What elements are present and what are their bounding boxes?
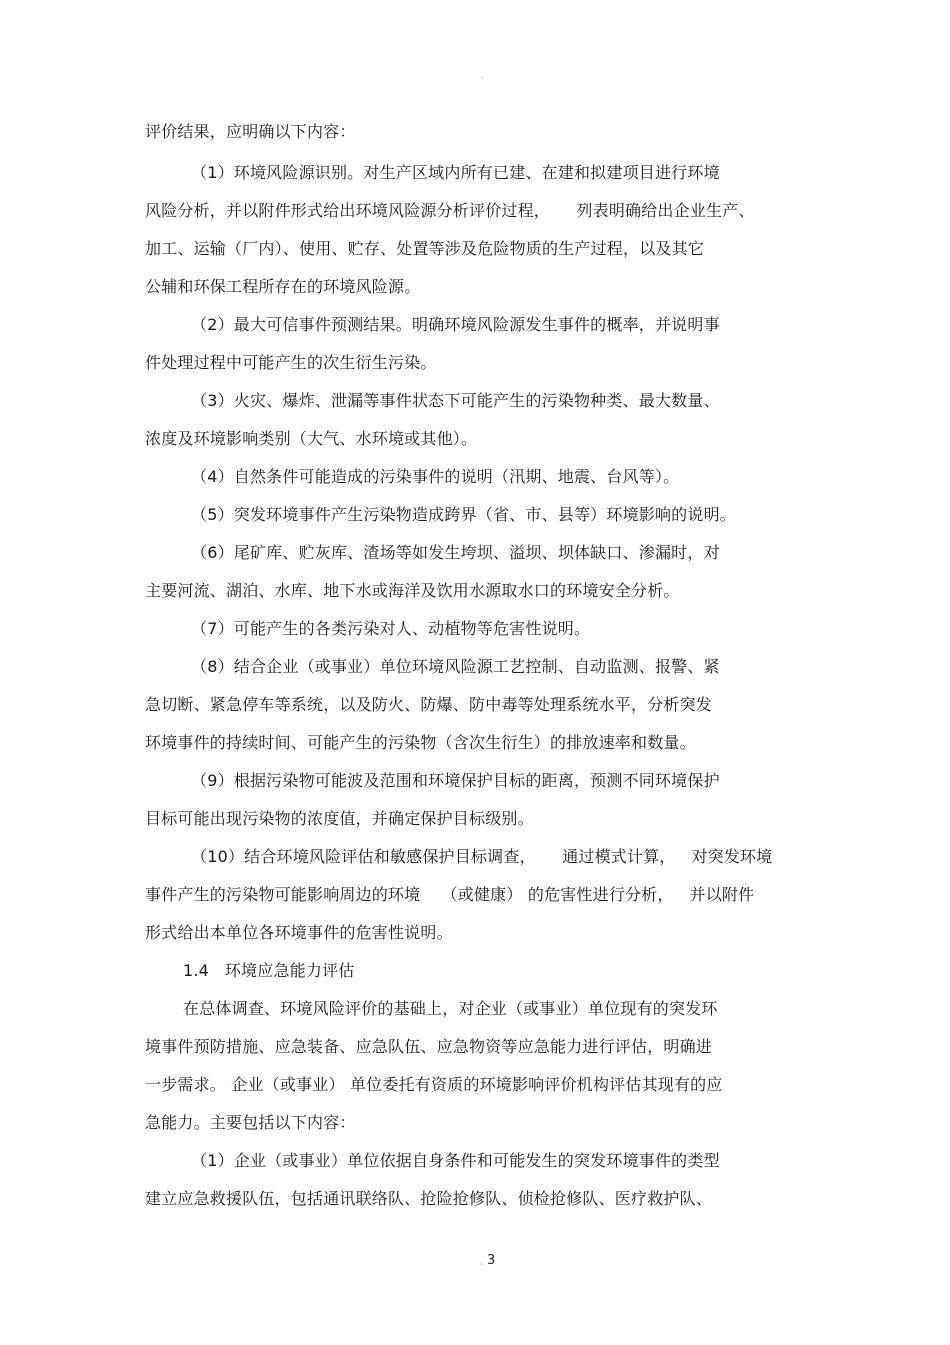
page-number-value: 3	[487, 1253, 496, 1268]
text-line: （10）结合环境风险评估和敏感保护目标调查， 通过模式计算， 对突发环境	[191, 847, 773, 866]
header-mark: 。	[481, 71, 489, 80]
text-line: 一步需求。 企业（或事业） 单位委托有资质的环境影响评价机构评估其现有的应	[145, 1075, 723, 1094]
text-line: 环境事件的持续时间、可能产生的污染物（含次生衍生）的排放速率和数量。	[145, 733, 696, 752]
text-line: 风险分析，并以附件形式给出环境风险源分析评价过程， 列表明确给出企业生产、	[145, 201, 755, 220]
text-line: （5）突发环境事件产生污染物造成跨界（省、市、县等）环境影响的说明。	[191, 505, 736, 524]
text-line: （4）自然条件可能造成的污染事件的说明（汛期、地震、台风等）。	[191, 467, 680, 486]
text-line: （1）环境风险源识别。对生产区域内所有已建、在建和拟建项目进行环境	[191, 163, 720, 182]
text-line: （3）火灾、爆炸、泄漏等事件状态下可能产生的污染物种类、最大数量、	[191, 391, 720, 410]
text-line: 事件产生的污染物可能影响周边的环境 （或健康） 的危害性进行分析， 并以附件	[145, 885, 755, 904]
text-line: （1）企业（或事业）单位依据自身条件和可能发生的突发环境事件的类型	[191, 1151, 720, 1170]
text-line: 目标可能出现污染物的浓度值，并确定保护目标级别。	[145, 809, 534, 828]
page-number	[480, 1253, 495, 1268]
text-line: （6）尾矿库、贮灰库、渣场等如发生垮坝、溢坝、坝体缺口、渗漏时，对	[191, 543, 720, 562]
text-line: （8）结合企业（或事业）单位环境风险源工艺控制、自动监测、报警、紧	[191, 657, 720, 676]
text-line: 建立应急救援队伍，包括通讯联络队、抢险抢修队、侦检抢修队、医疗救护队、	[145, 1189, 713, 1208]
text-line: 境事件预防措施、应急装备、应急队伍、应急物资等应急能力进行评估，明确进	[145, 1037, 713, 1056]
text-line: 主要河流、湖泊、水库、地下水或海洋及饮用水源取水口的环境安全分析。	[145, 581, 680, 600]
text-line: 浓度及环境影响类别（大气、水环境或其他）。	[145, 429, 478, 448]
text-line: 件处理过程中可能产生的次生衍生污染。	[145, 353, 437, 372]
text-line: （9）根据污染物可能波及范围和环境保护目标的距离，预测不同环境保护	[191, 771, 720, 790]
text-line: 加工、运输（厂内）、使用、贮存、处置等涉及危险物质的生产过程，以及其它	[145, 239, 705, 258]
footer-mark: 。	[480, 1258, 487, 1266]
text-line: 公辅和环保工程所存在的环境风险源。	[145, 277, 421, 296]
section-heading: 1.4 环境应急能力评估	[183, 961, 355, 980]
text-line: （2）最大可信事件预测结果。明确环境风险源发生事件的概率，并说明事	[191, 315, 720, 334]
text-line: （7）可能产生的各类污染对人、动植物等危害性说明。	[191, 619, 591, 638]
text-line: 急能力。主要包括以下内容：	[145, 1113, 356, 1132]
text-line: 评价结果，应明确以下内容：	[145, 122, 356, 141]
text-line: 急切断、紧急停车等系统，以及防火、防爆、防中毒等处理系统水平，分析突发	[145, 695, 713, 714]
text-line: 形式给出本单位各环境事件的危害性说明。	[145, 923, 453, 942]
text-line: 在总体调查、环境风险评价的基础上，对企业（或事业）单位现有的突发环	[183, 999, 718, 1018]
